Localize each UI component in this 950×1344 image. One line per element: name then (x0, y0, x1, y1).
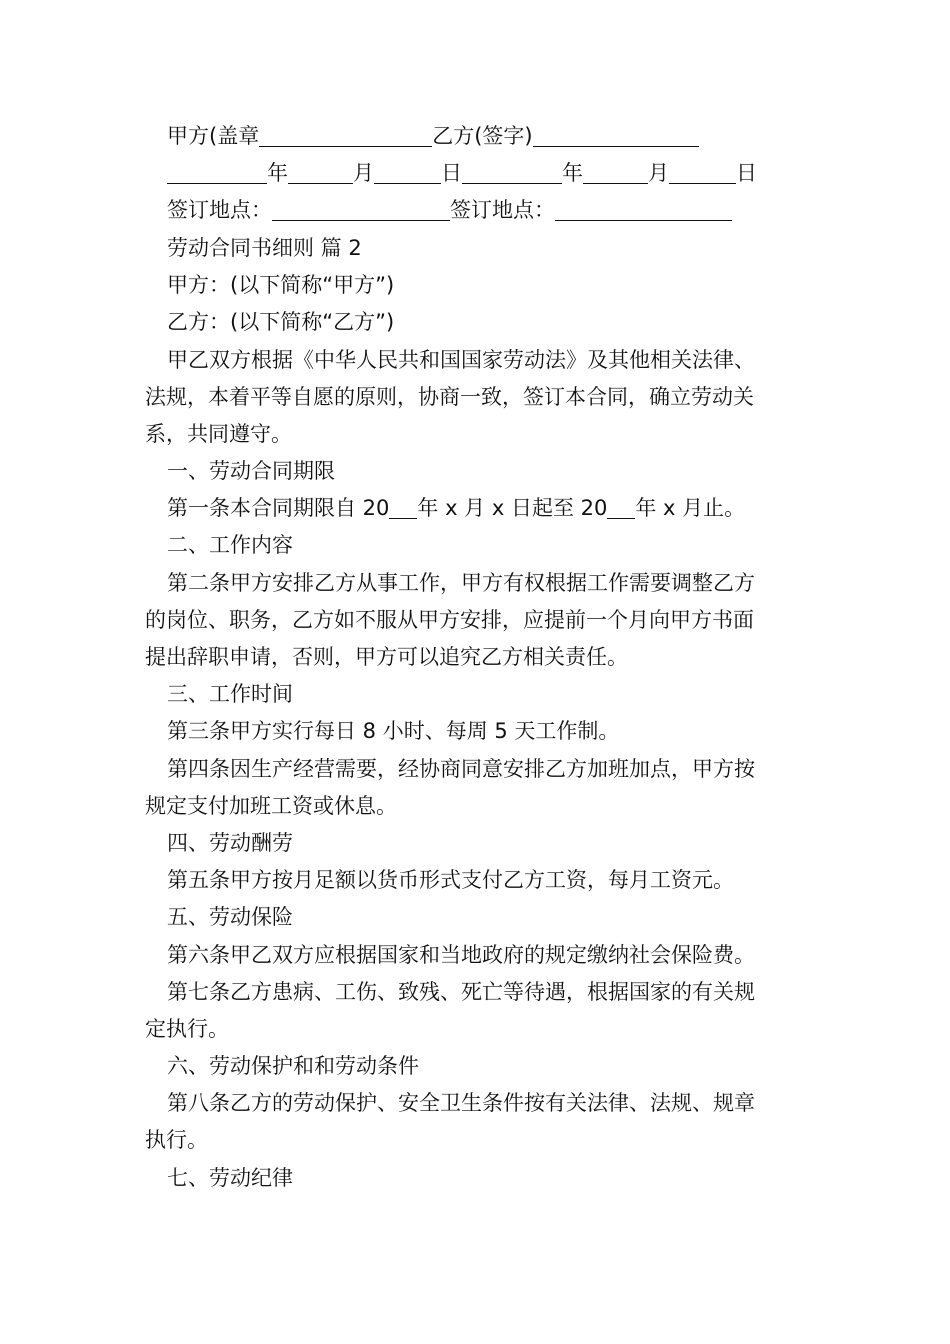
party-b-year-blank (462, 157, 562, 184)
party-a-seal-blank (259, 120, 432, 147)
day-label: 日 (441, 161, 462, 185)
article-3: 第三条甲方实行每日 8 小时、每周 5 天工作制。 (167, 719, 620, 743)
party-a-month-blank (288, 157, 353, 184)
heading-working-hours: 三、工作时间 (167, 682, 293, 706)
section-title: 劳动合同书细则 篇 2 (167, 236, 362, 260)
heading-remuneration: 四、劳动酬劳 (167, 831, 293, 855)
heading-contract-term: 一、劳动合同期限 (167, 459, 335, 483)
party-b-place-blank (555, 194, 732, 221)
heading-insurance: 五、劳动保险 (167, 905, 293, 929)
year-label: 年 (267, 161, 288, 185)
article-2-line: 提出辞职申请，否则，甲方可以追究乙方相关责任。 (145, 645, 628, 669)
article-1-part-c: 年 x 月止。 (635, 496, 746, 520)
article-7-line: 定执行。 (145, 1017, 229, 1041)
party-a-intro: 甲方：(以下简称“甲方”) (167, 273, 395, 297)
article-6: 第六条甲乙双方应根据国家和当地政府的规定缴纳社会保险费。 (167, 943, 755, 967)
heading-job-content: 二、工作内容 (167, 533, 293, 557)
party-b-intro: 乙方：(以下简称“乙方”) (167, 310, 395, 334)
place-label: 签订地点： (450, 198, 555, 222)
party-a-seal-label: 甲方(盖章 (167, 124, 260, 148)
signature-place-line (145, 192, 832, 229)
article-2-line: 第二条甲方安排乙方从事工作，甲方有权根据工作需要调整乙方 (167, 571, 755, 595)
year-label: 年 (562, 161, 583, 185)
preamble-line: 甲乙双方根据《中华人民共和国国家劳动法》及其他相关法律、 (167, 348, 755, 372)
article-4-line: 规定支付加班工资或休息。 (145, 794, 397, 818)
month-label: 月 (648, 161, 669, 185)
article-1-part-b: 年 x 月 x 日起至 20 (417, 496, 608, 520)
year-blank (389, 492, 417, 519)
party-b-day-blank (669, 157, 736, 184)
preamble-line: 法规，本着平等自愿的原则，协商一致，签订本合同，确立劳动关 (145, 385, 754, 409)
party-a-year-blank (167, 157, 267, 184)
day-label: 日 (736, 161, 757, 185)
party-a-day-blank (374, 157, 441, 184)
month-label: 月 (353, 161, 374, 185)
article-5: 第五条甲方按月足额以货币形式支付乙方工资，每月工资元。 (167, 868, 734, 892)
heading-labor-discipline: 七、劳动纪律 (167, 1166, 293, 1190)
heading-labor-protection: 六、劳动保护和和劳动条件 (167, 1054, 419, 1078)
article-1 (145, 490, 832, 527)
article-1-part-a: 第一条本合同期限自 20 (167, 496, 390, 520)
article-8-line: 第八条乙方的劳动保护、安全卫生条件按有关法律、法规、规章 (167, 1091, 755, 1115)
article-2-line: 的岗位、职务，乙方如不服从甲方安排，应提前一个月向甲方书面 (145, 608, 754, 632)
signature-date-line (145, 155, 832, 192)
article-4-line: 第四条因生产经营需要，经协商同意安排乙方加班加点，甲方按 (167, 757, 755, 781)
article-7-line: 第七条乙方患病、工伤、致残、死亡等待遇，根据国家的有关规 (167, 980, 755, 1004)
article-8-line: 执行。 (145, 1128, 208, 1152)
party-a-place-blank (272, 194, 450, 221)
party-b-month-blank (583, 157, 648, 184)
party-b-sign-label: 乙方(签字) (432, 124, 533, 148)
party-b-sign-blank (533, 120, 699, 147)
year-blank (607, 492, 635, 519)
preamble-line: 系，共同遵守。 (145, 422, 292, 446)
signature-parties-line (145, 118, 832, 155)
place-label: 签订地点： (167, 198, 272, 222)
